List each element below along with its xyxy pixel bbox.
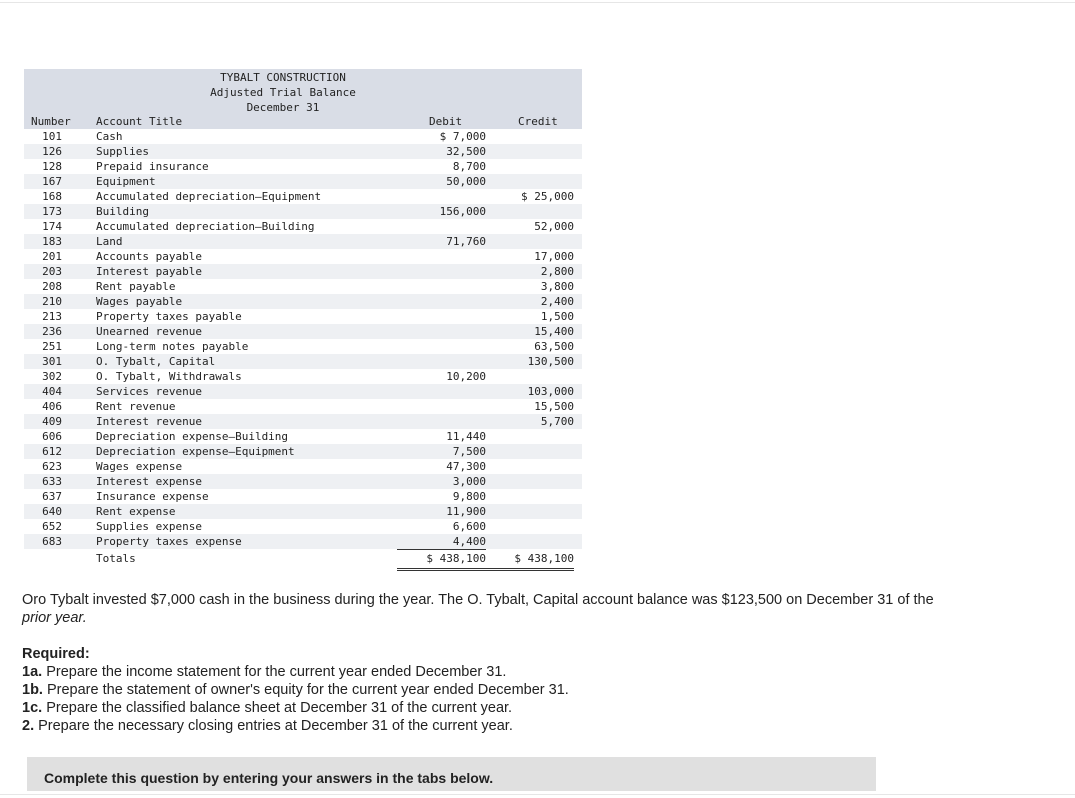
account-title: Rent payable — [96, 280, 176, 293]
table-row — [24, 249, 582, 264]
account-number: 637 — [42, 490, 62, 503]
account-number: 606 — [42, 430, 62, 443]
credit-amount: 1,500 — [540, 310, 574, 323]
debit-amount: 10,200 — [446, 370, 486, 383]
credit-amount: 17,000 — [534, 250, 574, 263]
column-header-credit: Credit — [518, 115, 558, 128]
account-title: Insurance expense — [96, 490, 209, 503]
account-title: Rent revenue — [96, 400, 176, 413]
account-number: 251 — [42, 340, 62, 353]
debit-amount: 6,600 — [452, 520, 486, 533]
account-number: 406 — [42, 400, 62, 413]
account-title: Building — [96, 205, 149, 218]
table-row — [24, 309, 582, 324]
column-header-account-title: Account Title — [96, 115, 183, 128]
debit-amount: 7,500 — [452, 445, 486, 458]
report-date: December 31 — [246, 101, 320, 114]
table-row — [24, 534, 582, 549]
table-row — [24, 474, 582, 489]
account-number: 683 — [42, 535, 62, 548]
debit-amount: 32,500 — [446, 145, 486, 158]
table-row — [24, 234, 582, 249]
account-title: Rent expense — [96, 505, 176, 518]
account-title: Land — [96, 235, 123, 248]
account-number: 128 — [42, 160, 62, 173]
account-number: 201 — [42, 250, 62, 263]
credit-amount: 103,000 — [527, 385, 574, 398]
table-row — [24, 144, 582, 159]
narrative-italic: prior year. — [22, 610, 87, 626]
required-item — [22, 699, 962, 717]
account-title: Wages payable — [96, 295, 183, 308]
debit-amount: 3,000 — [452, 475, 486, 488]
account-title: Cash — [96, 130, 123, 143]
table-row — [24, 519, 582, 534]
table-row — [24, 189, 582, 204]
account-number: 167 — [42, 175, 62, 188]
account-title: Property taxes expense — [96, 535, 242, 548]
required-item-text: Prepare the income statement for the current year ended December 31. — [42, 664, 507, 680]
problem-narrative — [22, 591, 962, 627]
required-item-label: 1a. — [22, 664, 43, 680]
credit-amount: 2,400 — [540, 295, 574, 308]
account-number: 301 — [42, 355, 62, 368]
required-item — [22, 663, 962, 681]
account-number: 126 — [42, 145, 62, 158]
table-row — [24, 219, 582, 234]
required-item — [22, 717, 962, 735]
account-number: 101 — [42, 130, 62, 143]
table-row — [24, 429, 582, 444]
credit-amount: 15,500 — [534, 400, 574, 413]
credit-amount: 3,800 — [540, 280, 574, 293]
credit-amount: 2,800 — [540, 265, 574, 278]
debit-amount: 11,900 — [446, 505, 486, 518]
account-title: Accumulated depreciation—Building — [96, 220, 315, 233]
account-title: Accounts payable — [96, 250, 202, 263]
debit-amount: 50,000 — [446, 175, 486, 188]
table-row — [24, 504, 582, 519]
table-row — [24, 459, 582, 474]
totals-label: Totals — [96, 552, 136, 565]
account-number: 302 — [42, 370, 62, 383]
account-title: Supplies — [96, 145, 149, 158]
report-name: Adjusted Trial Balance — [210, 86, 356, 99]
account-title: Interest payable — [96, 265, 202, 278]
credit-amount: 52,000 — [534, 220, 574, 233]
debit-amount: 8,700 — [452, 160, 486, 173]
account-title: Depreciation expense—Equipment — [96, 445, 295, 458]
account-number: 633 — [42, 475, 62, 488]
required-item — [22, 681, 962, 699]
credit-amount: 5,700 — [540, 415, 574, 428]
account-number: 208 — [42, 280, 62, 293]
table-row — [24, 489, 582, 504]
account-number: 623 — [42, 460, 62, 473]
table-row — [24, 174, 582, 189]
table-row — [24, 264, 582, 279]
table-row — [24, 294, 582, 309]
totals-debit: $ 438,100 — [397, 549, 486, 571]
account-title: Unearned revenue — [96, 325, 202, 338]
account-title: Supplies expense — [96, 520, 202, 533]
required-item-label: 2. — [22, 718, 35, 734]
account-number: 236 — [42, 325, 62, 338]
account-title: Depreciation expense—Building — [96, 430, 289, 443]
required-item-text: Prepare the statement of owner's equity for the current year ended December 31. — [42, 682, 569, 698]
table-row — [24, 324, 582, 339]
account-number: 183 — [42, 235, 62, 248]
account-number: 404 — [42, 385, 62, 398]
debit-amount: $ 7,000 — [439, 130, 486, 143]
table-row — [24, 399, 582, 414]
required-item-text: Prepare the classified balance sheet at December 31 of the current year. — [42, 700, 513, 716]
credit-amount: 15,400 — [534, 325, 574, 338]
required-heading: Required: — [22, 646, 90, 662]
account-title: Equipment — [96, 175, 156, 188]
debit-amount: 47,300 — [446, 460, 486, 473]
table-row — [24, 279, 582, 294]
account-title: O. Tybalt, Withdrawals — [96, 370, 242, 383]
required-item-label: 1b. — [22, 682, 43, 698]
account-title: Services revenue — [96, 385, 202, 398]
narrative-text: Oro Tybalt invested $7,000 cash in the business during the year. The O. Tybalt, Capital account balance was $123,500 on December 31 of the — [22, 592, 934, 608]
account-number: 173 — [42, 205, 62, 218]
totals-credit: $ 438,100 — [486, 549, 574, 571]
totals-row — [24, 549, 582, 569]
account-title: Accumulated depreciation—Equipment — [96, 190, 322, 203]
debit-amount: 11,440 — [446, 430, 486, 443]
account-number: 174 — [42, 220, 62, 233]
table-row — [24, 354, 582, 369]
debit-amount: 71,760 — [446, 235, 486, 248]
account-title: Long-term notes payable — [96, 340, 249, 353]
required-section — [22, 645, 962, 735]
credit-amount: $ 25,000 — [521, 190, 574, 203]
table-row — [24, 414, 582, 429]
column-header-debit: Debit — [429, 115, 463, 128]
required-list — [22, 663, 962, 735]
account-number: 213 — [42, 310, 62, 323]
account-title: Interest expense — [96, 475, 202, 488]
required-item-text: Prepare the necessary closing entries at December 31 of the current year. — [34, 718, 513, 734]
debit-amount: 4,400 — [397, 534, 486, 550]
account-number: 168 — [42, 190, 62, 203]
table-row — [24, 159, 582, 174]
table-row — [24, 369, 582, 384]
table-row — [24, 384, 582, 399]
account-title: O. Tybalt, Capital — [96, 355, 216, 368]
required-item-label: 1c. — [22, 700, 43, 716]
account-title: Wages expense — [96, 460, 183, 473]
account-title: Interest revenue — [96, 415, 202, 428]
trial-balance-header — [24, 69, 582, 129]
table-row — [24, 129, 582, 144]
account-title: Property taxes payable — [96, 310, 242, 323]
account-number: 409 — [42, 415, 62, 428]
trial-balance-table — [24, 69, 582, 569]
credit-amount: 63,500 — [534, 340, 574, 353]
top-divider — [0, 2, 1075, 3]
table-row — [24, 204, 582, 219]
account-number: 612 — [42, 445, 62, 458]
table-row — [24, 444, 582, 459]
company-name: TYBALT CONSTRUCTION — [220, 71, 346, 84]
table-row — [24, 339, 582, 354]
credit-amount: 130,500 — [527, 355, 574, 368]
instruction-banner-text: Complete this question by entering your answers in the tabs below. — [44, 770, 494, 786]
instruction-banner — [27, 757, 876, 791]
debit-amount: 156,000 — [439, 205, 486, 218]
trial-balance-body — [24, 129, 582, 549]
debit-amount: 9,800 — [452, 490, 486, 503]
bottom-divider — [0, 794, 1075, 795]
account-number: 210 — [42, 295, 62, 308]
column-header-number: Number — [31, 115, 71, 128]
account-number: 640 — [42, 505, 62, 518]
account-number: 652 — [42, 520, 62, 533]
account-title: Prepaid insurance — [96, 160, 209, 173]
account-number: 203 — [42, 265, 62, 278]
